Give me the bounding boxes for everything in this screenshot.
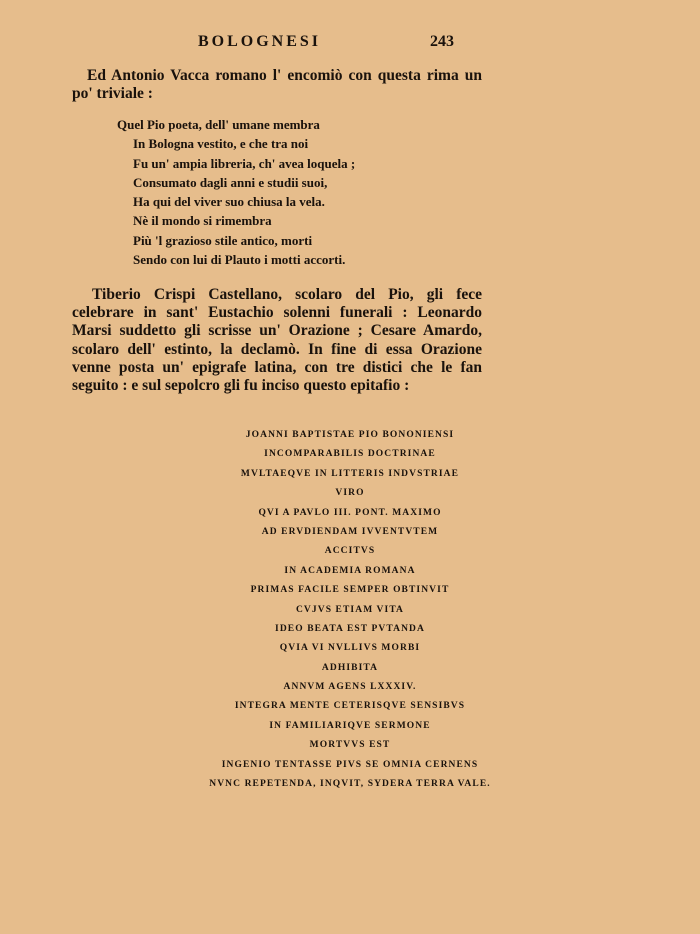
epitaph-line: ADHIBITA xyxy=(321,662,379,673)
epitaph-line: PRIMAS FACILE SEMPER OBTINVIT xyxy=(250,585,450,596)
poem-line: Quel Pio poeta, dell' umane membra xyxy=(117,117,320,132)
epitaph-line: MVLTAEQVE IN LITTERIS INDVSTRIAE xyxy=(240,468,460,479)
epitaph-line: NVNC REPETENDA, INQVIT, SYDERA TERRA VALE. xyxy=(209,779,491,790)
poem-line: In Bologna vestito, e che tra noi xyxy=(133,136,309,152)
poem-line: Più 'l grazioso stile antico, morti xyxy=(133,232,313,248)
epitaph-line: CVJVS ETIAM VITA xyxy=(295,604,405,615)
epitaph xyxy=(130,426,570,794)
poem-line: Fu un' ampia libreria, ch' avea loquela ; xyxy=(133,155,356,171)
epitaph-line: INCOMPARABILIS DOCTRINAE xyxy=(264,449,436,460)
second-paragraph: Tiberio Crispi Castellano, scolaro del Pio, gli fece celebrare in sant' Eustachio solenni funerali : Leonardo Marsi suddetto gli scrisse un' Orazione ; Cesare Amardo, scolaro dell' estinto, la declamò. In fine di essa Orazione venne posta un' epigrafe latina, con tre distici che le fan seguito : e sul sepolcro gli fu inciso questo epitafio : xyxy=(72,286,482,395)
page-number: 243 xyxy=(430,33,454,50)
poem-line: Nè il mondo si rimembra xyxy=(133,213,272,229)
epitaph-line: IN ACADEMIA ROMANA xyxy=(284,565,416,576)
epitaph-line: IN FAMILIARIQVE SERMONE xyxy=(269,720,431,731)
epitaph-line: QVI A PAVLO III. PONT. MAXIMO xyxy=(258,507,442,518)
epitaph-line: ANNVM AGENS LXXXIV. xyxy=(283,682,417,693)
poem-line: Ha qui del viver suo chiusa la vela. xyxy=(133,194,325,210)
epitaph-line: INGENIO TENTASSE PIVS SE OMNIA CERNENS xyxy=(221,759,479,770)
poem-line: Consumato dagli anni e studii suoi, xyxy=(133,174,328,190)
poem xyxy=(117,115,437,269)
epitaph-line: AD ERVDIENDAM IVVENTVTEM xyxy=(261,526,439,537)
epitaph-line: INTEGRA MENTE CETERISQVE SENSIBVS xyxy=(234,701,466,712)
epitaph-line: IDEO BEATA EST PVTANDA xyxy=(275,623,425,634)
epitaph-line: JOANNI BAPTISTAE PIO BONONIENSI xyxy=(245,430,455,440)
epitaph-line: MORTVVS EST xyxy=(309,740,391,751)
epitaph-line: QVIA VI NVLLIVS MORBI xyxy=(279,643,421,654)
poem-line: Sendo con lui di Plauto i motti accorti. xyxy=(133,252,346,268)
running-head-title: BOLOGNESI xyxy=(198,33,322,50)
running-head xyxy=(0,33,700,55)
epitaph-line: ACCITVS xyxy=(324,546,376,557)
epitaph-line: VIRO xyxy=(335,488,365,499)
intro-paragraph: Ed Antonio Vacca romano l' encomiò con questa rima un po' triviale : xyxy=(72,67,482,102)
